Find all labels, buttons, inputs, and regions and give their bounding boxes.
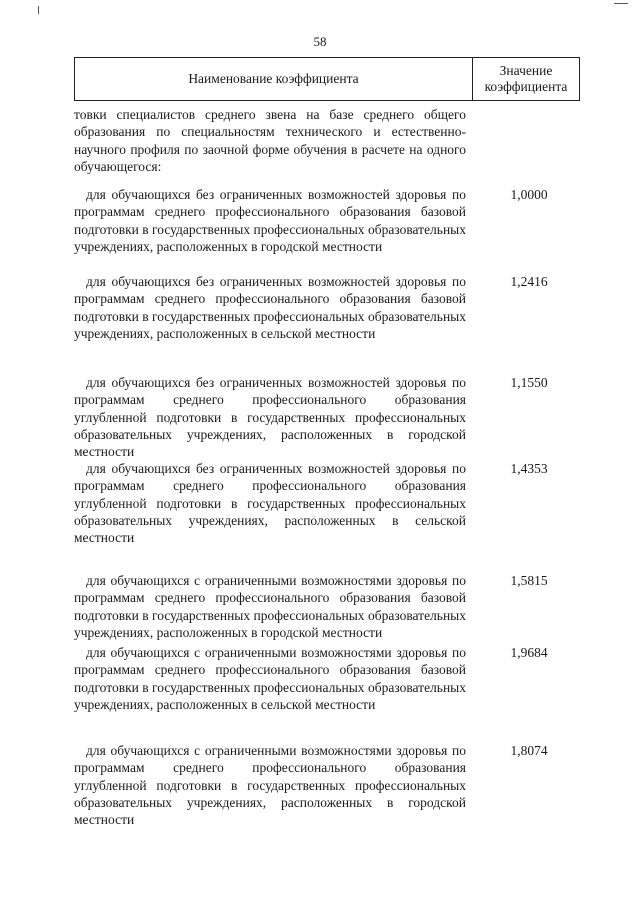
scan-mark-left [38,6,39,14]
row-value: 1,2416 [510,274,548,289]
row-value: 1,5815 [510,573,548,588]
row-value: 1,4353 [510,461,548,476]
scan-mark-right [614,3,628,4]
row-description: для обучающихся с ограниченными возможностями здоровья по программам среднего профессионального образования базовой подготовки в государственных профессиональных образовательных учреждениях, расположенных в сельской местности [74,645,466,712]
table-header [74,57,580,101]
row-description: для обучающихся без ограниченных возможностей здоровья по программам среднего профессионального образования базовой подготовки в государственных профессиональных образовательных учреждениях, расположенных в сельской местности [74,274,466,341]
page-number: 58 [313,34,327,49]
row-value: 1,8074 [510,743,548,758]
row-description: для обучающихся без ограниченных возможностей здоровья по программам среднего профессионального образования углубленной подготовки в государственных профессиональных образовательных учреждениях, расположенных в сельской местности [74,461,466,546]
row-description: для обучающихся с ограниченными возможностями здоровья по программам среднего профессионального образования углубленной подготовки в государственных профессиональных образовательных учреждениях, расположенных в городской местности [74,743,466,828]
row-description: для обучающихся без ограниченных возможностей здоровья по программам среднего профессионального образования базовой подготовки в государственных профессиональных образовательных учреждениях, расположенных в городской местности [74,187,466,254]
row-value: 1,0000 [510,187,548,202]
header-coefficient-value: Значение коэффициента [484,63,568,94]
row-value: 1,9684 [510,645,548,660]
row-description: для обучающихся с ограниченными возможностями здоровья по программам среднего профессионального образования базовой подготовки в государственных профессиональных образовательных учреждениях, расположенных в городской местности [74,573,466,640]
row-description: для обучающихся без ограниченных возможностей здоровья по программам среднего профессионального образования углубленной подготовки в государственных профессиональных образовательных учреждениях, расположенных в городской местности [74,375,466,460]
row-value: 1,1550 [510,375,548,390]
header-coefficient-name: Наименование коэффициента [75,58,473,100]
continuation-text: товки специалистов среднего звена на базе среднего общего образования по специальностям технического и естественно-научного профиля по заочной форме обучения в расчете на одного обучающегося: [74,107,466,174]
